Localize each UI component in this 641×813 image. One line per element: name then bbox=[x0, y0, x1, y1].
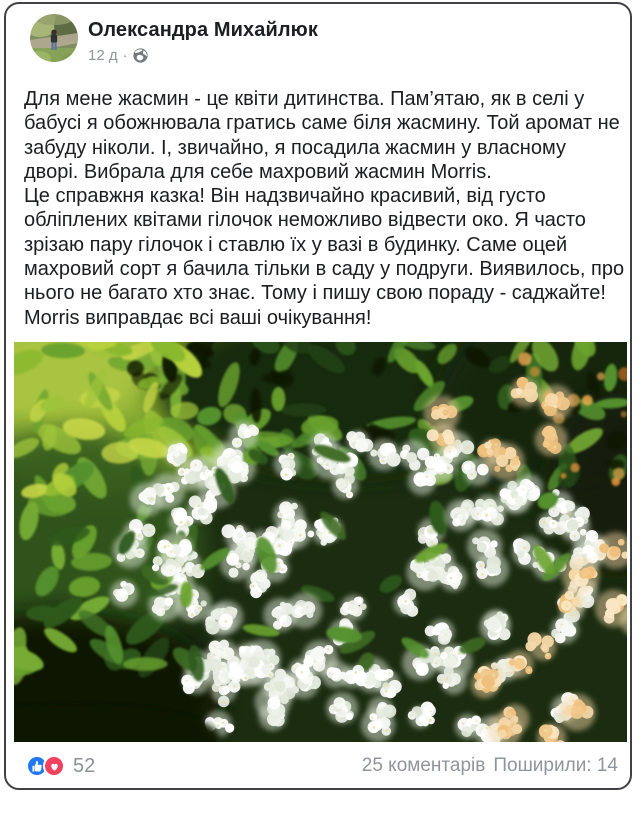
meta-separator: · bbox=[122, 47, 128, 64]
reaction-count[interactable]: 52 bbox=[73, 754, 96, 777]
post-paragraph-1: Для мене жасмин - це квіти дитинства. Пам’ятаю, як в селі у бабусі я обожнювала гратись саме біля жасмину. Той аромат не забуду ніколи. І, звичайно, я посадила жасмин у власному дворі. Вибрала для себе махровий жасмин Morris. bbox=[24, 88, 620, 183]
love-reaction-icon[interactable] bbox=[43, 755, 65, 777]
engagement-bar bbox=[26, 748, 618, 784]
author-avatar[interactable] bbox=[30, 14, 78, 62]
facebook-post-card bbox=[4, 2, 632, 790]
author-name[interactable]: Олександра Михайлюк bbox=[88, 19, 318, 41]
avatar-photo bbox=[30, 14, 78, 62]
post-photo[interactable] bbox=[14, 342, 627, 742]
globe-icon bbox=[133, 48, 148, 63]
post-text bbox=[24, 87, 625, 330]
post-meta bbox=[88, 47, 148, 64]
reactions-summary[interactable] bbox=[26, 755, 95, 778]
shares-count[interactable]: Поширили: 14 bbox=[493, 755, 618, 776]
post-stats bbox=[362, 755, 618, 777]
post-paragraph-2: Це справжня казка! Він надзвичайно красивий, від густо обліплених квітами гілочок неможливо відвести око. Я часто зрізаю пару гілочок і ставлю їх у вазі в будинку. Саме оцей махровий сорт я бачила тільки в саду у подруги. Виявилось, про нього не багато хто знає. Тому і пишу свою пораду - саджайте! Morris виправдає всі ваші очікування! bbox=[24, 185, 625, 329]
timestamp[interactable]: 12 д bbox=[88, 47, 118, 64]
jasmine-bush-photo bbox=[14, 342, 627, 742]
comments-count[interactable]: 25 коментарів bbox=[361, 755, 486, 776]
